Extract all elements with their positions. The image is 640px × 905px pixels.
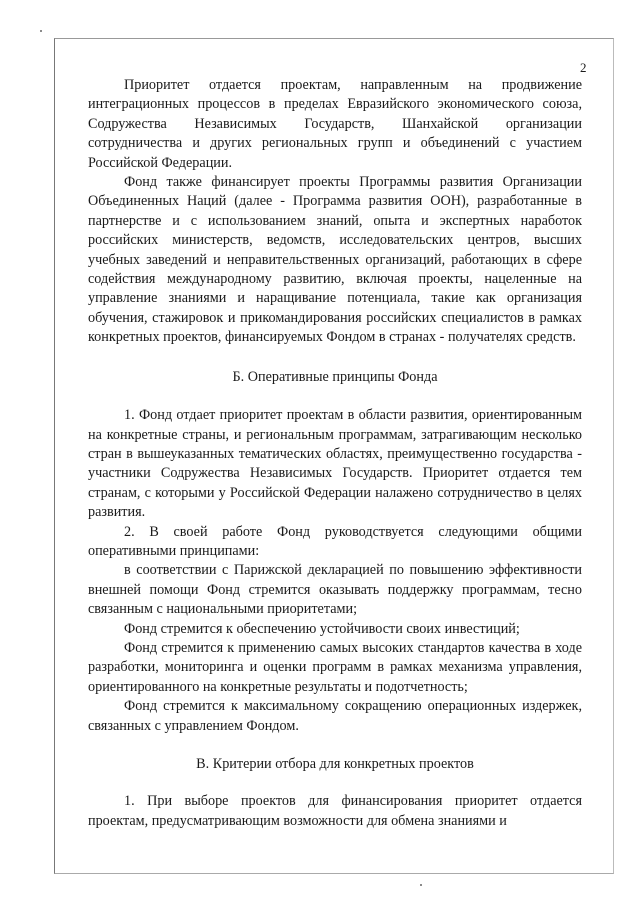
page-number: 2 [580, 60, 587, 75]
section-heading-b: Б. Оперативные принципы Фонда [232, 368, 438, 385]
paragraph: 2. В своей работе Фонд руководствуется следующими общими оперативными принципами: [88, 523, 582, 559]
paragraph: Фонд стремится к применению самых высоких стандартов качества в ходе разработки, мониторинга и оценки программ в рамках механизма управления, ориентированного на конкретные результаты и подотчетность; [88, 639, 582, 695]
scan-speck [40, 30, 42, 32]
paragraph: Фонд стремится к обеспечению устойчивости своих инвестиций; [124, 620, 520, 637]
document-body [88, 76, 582, 831]
paragraph: Приоритет отдается проектам, направленным на продвижение интеграционных процессов в пределах Евразийского экономического союза, Содружества Независимых Государств, Шанхайской организации сотрудничества и других региональных групп и объединений с участием Российской Федерации. [88, 77, 582, 171]
paragraph: Фонд стремится к максимальному сокращению операционных издержек, связанных с управлением Фондом. [88, 698, 582, 734]
scan-speck [420, 884, 422, 886]
paragraph: Фонд также финансирует проекты Программы развития Организации Объединенных Наций (далее - Программа развития ООН), разработанные в партнерстве и с использованием знаний, опыта и экспертных наработок российских министерств, ведомств, исследовательских центров, высших учебных заведений и неправительственных организаций, работающих в сфере содействия международному развитию, включая проекты, нацеленные на управление знаниями и наращивание потенциала, такие как организация обучения, стажировок и прикомандирования российских специалистов в рамках конкретных проектов, финансируемых Фондом в странах - получателях средств. [88, 174, 582, 346]
paragraph: 1. Фонд отдает приоритет проектам в области развития, ориентированным на конкретные страны, и региональным программам, затрагивающим несколько стран в вышеуказанных тематических областях, преимущественно государства - участники Содружества Независимых Государств. Приоритет отдается тем странам, с которыми у Российской Федерации налажено сотрудничество в целях развития. [88, 407, 582, 521]
paragraph: 1. При выборе проектов для финансирования приоритет отдается проектам, предусматривающим возможности для обмена знаниями и [88, 793, 582, 829]
paragraph: в соответствии с Парижской декларацией по повышению эффективности внешней помощи Фонд стремится оказывать поддержку программам, тесно связанным с национальными приоритетами; [88, 562, 582, 618]
section-heading-v: В. Критерии отбора для конкретных проектов [196, 756, 474, 772]
